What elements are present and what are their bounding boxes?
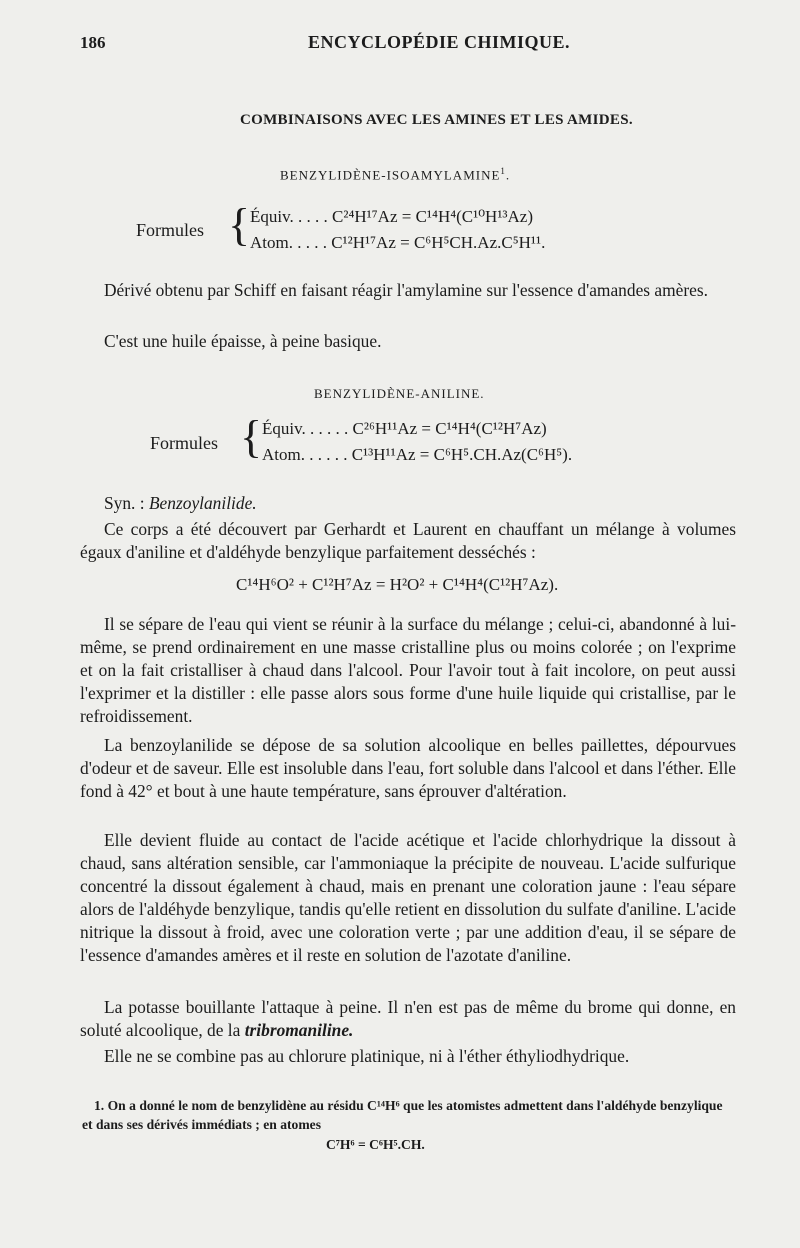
synonym-line xyxy=(80,492,736,515)
reaction-equation: C¹⁴H⁶O² + C¹²H⁷Az = H²O² + C¹⁴H⁴(C¹²H⁷Az). xyxy=(236,575,559,594)
compound-2-title: BENZYLIDÈNE-ANILINE. xyxy=(314,386,485,401)
paragraph-huile: C'est une huile épaisse, à peine basique. xyxy=(104,331,382,351)
paragraph-discovery: Ce corps a été découvert par Gerhardt et Laurent en chauffant un mélange à volumes égaux d'aniline et d'aldéhyde benzylique parfaitement desséchés : xyxy=(80,519,736,562)
footnote-formula: C⁷H⁶ = C⁶H⁵.CH. xyxy=(326,1137,425,1152)
footnote-text: 1. On a donné le nom de benzylidène au résidu C¹⁴H⁶ que les atomistes admettent dans l'aldéhyde benzylique et dans ses dérivés immédiats ; en atomes xyxy=(82,1098,723,1132)
section-title: COMBINAISONS AVEC LES AMINES ET LES AMIDES. xyxy=(240,112,633,128)
paragraph-platinum: Elle ne se combine pas au chlorure platinique, ni à l'éther éthyliodhydrique. xyxy=(104,1046,630,1066)
formulas-label-1: Formules xyxy=(136,220,205,240)
paragraph-separation: Il se sépare de l'eau qui vient se réunir à la surface du mélange ; celui-ci, abandonné à lui-même, se prend ordinairement en une masse cristalline plus ou moins colorée ; on l'exprime et on la fait cristalliser à chaud dans l'alcool. Pour l'avoir tout à fait incolore, on peut aussi l'exprimer et la distiller : elle passe alors sous forme d'une huile liquide qui cristallise, par le refroidissement. xyxy=(80,614,736,726)
synonym-name: Benzoylanilide. xyxy=(148,493,257,513)
formula-brace-2: { xyxy=(240,411,263,462)
running-title: ENCYCLOPÉDIE CHIMIQUE. xyxy=(308,32,571,52)
tribromaniline-term: tribromaniline. xyxy=(244,1020,354,1040)
footnote-mark: 1 xyxy=(500,166,506,176)
paragraph-acids: Elle devient fluide au contact de l'acide acétique et l'acide chlorhydrique la dissout à chaud, sans altération sensible, car l'ammoniaque la précipite de nouveau. L'acide sulfurique concentré la dissout également à chaud, mais en prenant une coloration jaune : l'eau sépare alors de l'aldéhyde benzylique, tandis qu'elle retient en dissolution du sulfate d'aniline. L'acide nitrique la dissout à froid, avec une coloration verte ; par une addition d'eau, il se sépare de l'essence d'amandes amères et il reste en solution de l'azotate d'aniline. xyxy=(80,830,736,965)
paragraph-potash xyxy=(80,996,736,1042)
formula-equiv-2: Équiv. . . . . . C²⁶H¹¹Az = C¹⁴H⁴(C¹²H⁷Az) xyxy=(262,419,547,438)
page-number: 186 xyxy=(80,33,106,52)
formula-atom-2: Atom. . . . . . C¹³H¹¹Az = C⁶H⁵.CH.Az(C⁶H⁵). xyxy=(262,445,573,464)
synonym-prefix: Syn. : xyxy=(104,493,149,513)
potash-text: La potasse bouillante l'attaque à peine. Il n'en est pas de même du brome qui donne, en soluté alcoolique, de la xyxy=(80,997,736,1040)
paragraph-schiff: Dérivé obtenu par Schiff en faisant réagir l'amylamine sur l'essence d'amandes amères. xyxy=(104,280,708,300)
formula-atom-1: Atom. . . . . C¹²H¹⁷Az = C⁶H⁵CH.Az.C⁵H¹¹. xyxy=(250,233,546,252)
compound-1-name: BENZYLIDÈNE-ISOAMYLAMINE xyxy=(280,167,501,183)
compound-1-title: BENZYLIDÈNE-ISOAMYLAMINE$^1$. xyxy=(280,166,511,183)
formula-equiv-1: Équiv. . . . . C²⁴H¹⁷Az = C¹⁴H⁴(C¹⁰H¹³Az) xyxy=(250,207,534,226)
formula-brace-1: { xyxy=(228,199,251,250)
paragraph-properties: La benzoylanilide se dépose de sa solution alcoolique en belles paillettes, dépourvues d'odeur et de saveur. Elle est insoluble dans l'eau, fort soluble dans l'alcool et dans l'éther. Elle fond à 42° et bout à une haute température, sans éprouver d'altération. xyxy=(80,735,736,801)
formulas-label-2: Formules xyxy=(150,433,219,453)
